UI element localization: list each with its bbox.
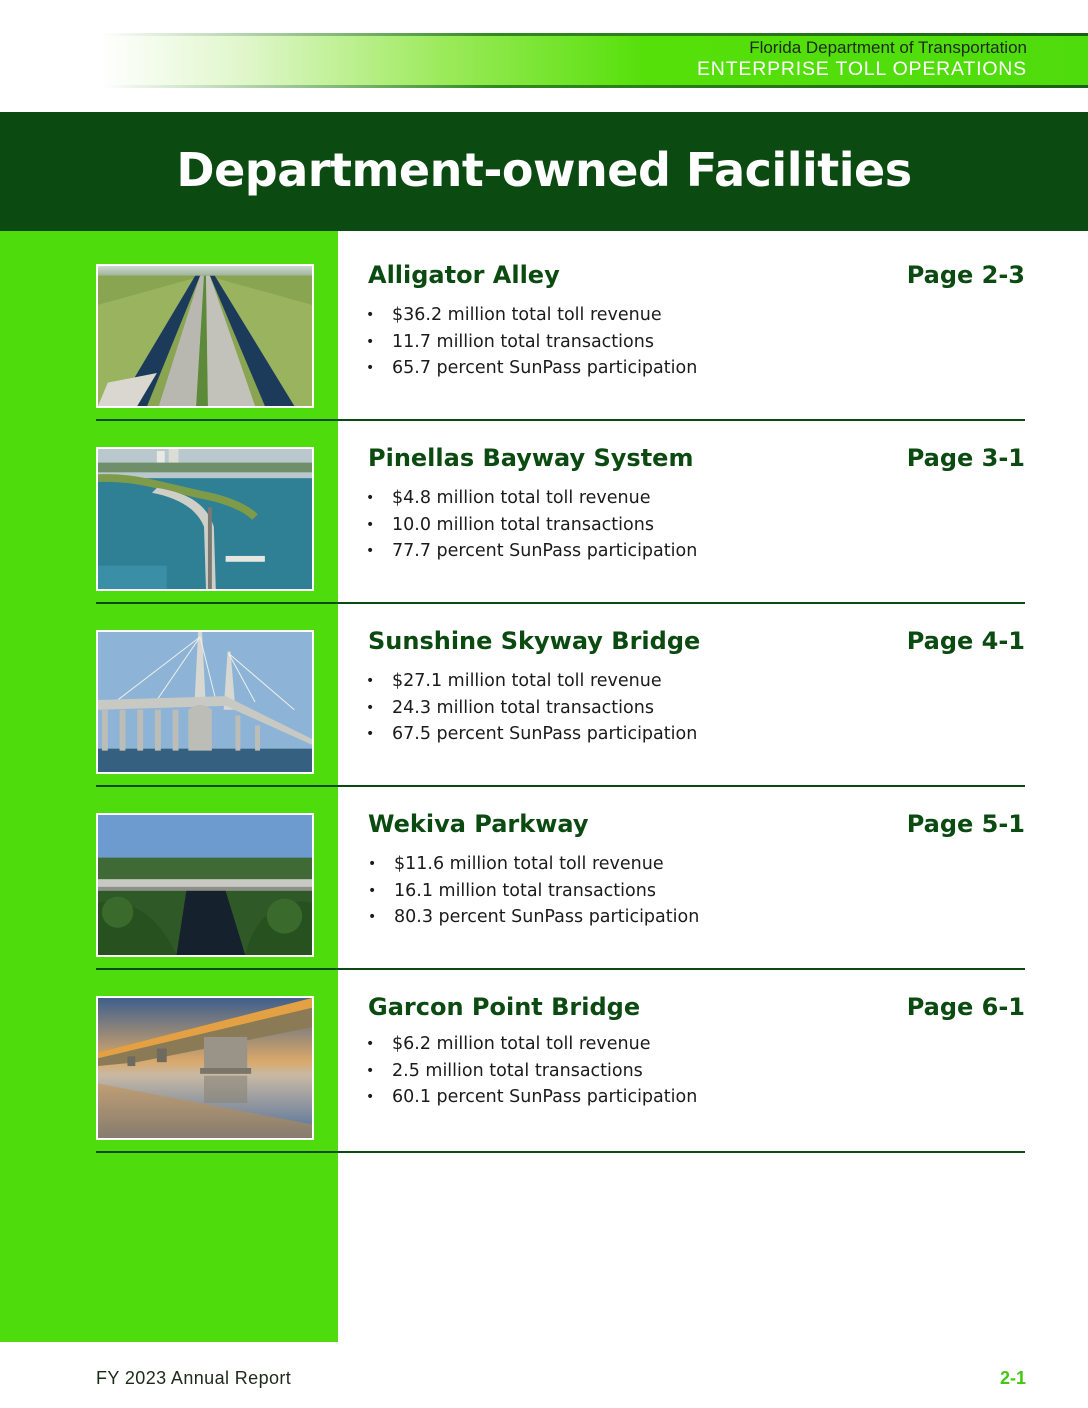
bullet-icon: • xyxy=(366,673,375,689)
bullet-icon: • xyxy=(366,516,375,533)
stat-text: 16.1 million total transactions xyxy=(394,880,656,901)
bullet-icon: • xyxy=(366,1062,375,1079)
facility-garcon-point xyxy=(96,970,1025,1153)
list-item xyxy=(366,1084,697,1111)
bullet-icon: • xyxy=(366,307,375,323)
bullet-icon: • xyxy=(368,882,377,899)
list-item xyxy=(366,485,697,512)
stat-text: $11.6 million total toll revenue xyxy=(394,854,664,874)
facility-wekiva-parkway xyxy=(96,787,1025,970)
facility-stats-list xyxy=(368,851,699,931)
list-item xyxy=(366,302,697,329)
bridge-at-sunset-photo xyxy=(96,996,314,1140)
stat-text: $4.8 million total toll revenue xyxy=(392,488,651,508)
facility-alligator-alley xyxy=(96,238,1025,421)
bullet-icon: • xyxy=(366,490,375,506)
facility-stats-list xyxy=(366,1031,697,1111)
bullet-icon: • xyxy=(366,699,375,716)
bullet-icon: • xyxy=(366,543,375,559)
causeway-over-bay-photo xyxy=(96,447,314,591)
list-item xyxy=(366,695,697,722)
stat-text: 65.7 percent SunPass participation xyxy=(392,358,698,378)
facility-stats-list xyxy=(366,668,697,748)
list-item xyxy=(366,512,697,539)
list-item xyxy=(366,721,697,748)
organization-name: Florida Department of Transportation xyxy=(749,38,1027,57)
facility-stats-list xyxy=(366,485,697,565)
list-item xyxy=(366,538,697,565)
stat-text: $27.1 million total toll revenue xyxy=(392,671,662,691)
list-item xyxy=(366,329,697,356)
facility-name: Alligator Alley xyxy=(368,261,560,289)
facility-page-ref: Page 5-1 xyxy=(906,810,1025,838)
facility-name: Sunshine Skyway Bridge xyxy=(368,627,701,655)
stat-text: $6.2 million total toll revenue xyxy=(392,1034,651,1054)
facility-pinellas-bayway xyxy=(96,421,1025,604)
facility-name: Wekiva Parkway xyxy=(368,810,589,838)
stat-text: 24.3 million total transactions xyxy=(392,697,654,718)
footer-page-number: 2-1 xyxy=(999,1368,1026,1388)
page-title: Department-owned Facilities xyxy=(176,143,912,197)
list-item xyxy=(366,1031,697,1058)
stat-text: $36.2 million total toll revenue xyxy=(392,305,662,325)
division-name: ENTERPRISE TOLL OPERATIONS xyxy=(697,58,1027,80)
header-rule-bottom xyxy=(100,85,1088,88)
stat-text: 11.7 million total transactions xyxy=(392,331,654,352)
stat-text: 80.3 percent SunPass participation xyxy=(394,907,700,927)
section-divider xyxy=(96,1151,1025,1153)
list-item xyxy=(368,878,699,905)
list-item xyxy=(368,851,699,878)
facility-sunshine-skyway xyxy=(96,604,1025,787)
bullet-icon: • xyxy=(366,1089,375,1105)
bullet-icon: • xyxy=(366,360,375,376)
list-item xyxy=(368,904,699,931)
bullet-icon: • xyxy=(366,333,375,350)
facility-stats-list xyxy=(366,302,697,382)
bullet-icon: • xyxy=(366,726,375,742)
highway-through-everglades-photo xyxy=(96,264,314,408)
facility-page-ref: Page 2-3 xyxy=(906,261,1025,289)
stat-text: 60.1 percent SunPass participation xyxy=(392,1087,698,1107)
list-item xyxy=(366,668,697,695)
header-rule-top xyxy=(100,33,1088,36)
list-item xyxy=(366,355,697,382)
bullet-icon: • xyxy=(368,856,377,872)
parkway-bridge-over-river-photo xyxy=(96,813,314,957)
facility-name: Garcon Point Bridge xyxy=(368,993,641,1021)
footer-report-name: FY 2023 Annual Report xyxy=(96,1368,292,1388)
facility-name: Pinellas Bayway System xyxy=(368,444,694,472)
facility-page-ref: Page 4-1 xyxy=(906,627,1025,655)
cable-stayed-bridge-photo xyxy=(96,630,314,774)
facility-page-ref: Page 6-1 xyxy=(906,993,1025,1021)
bullet-icon: • xyxy=(368,909,377,925)
stat-text: 77.7 percent SunPass participation xyxy=(392,541,698,561)
stat-text: 10.0 million total transactions xyxy=(392,514,654,535)
facility-page-ref: Page 3-1 xyxy=(906,444,1025,472)
bullet-icon: • xyxy=(366,1036,375,1052)
list-item xyxy=(366,1058,697,1085)
stat-text: 2.5 million total transactions xyxy=(392,1060,643,1081)
stat-text: 67.5 percent SunPass participation xyxy=(392,724,698,744)
